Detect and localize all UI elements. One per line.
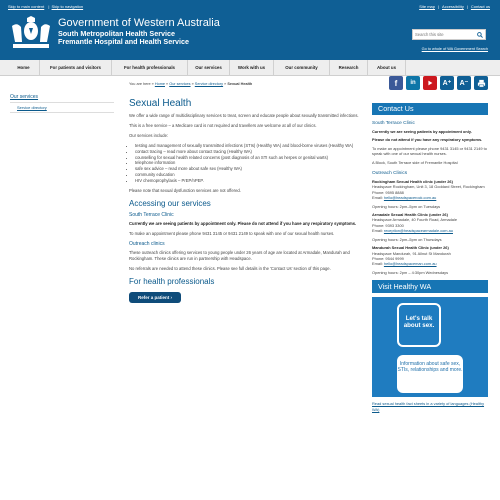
not-offered-note: Please note that sexual dysfunction services are not offered. — [129, 187, 241, 193]
armadale-phone: Phone: 9393 3300 — [372, 222, 404, 228]
skip-links — [8, 4, 85, 9]
site-titles — [58, 18, 220, 46]
armadale-email-label: Email: — [372, 228, 383, 234]
list-item: • counselling for sexual health related concerns (post diagnosis of an STI such as herpes or genital warts) — [135, 155, 364, 161]
search-icon[interactable] — [475, 30, 485, 39]
search-box — [412, 29, 486, 40]
outreach-note: No referrals are needed to attend these clinics. Please see full details in the 'Contact Us' section of this page. — [129, 265, 331, 271]
accessibility-link[interactable]: Accessibility — [442, 4, 464, 9]
breadcrumb-sep: » — [166, 82, 169, 86]
fact-sheets-link[interactable]: Read sexual health fact sheets in a variety of languages (Healthy WA) — [372, 401, 485, 412]
chevron-right-icon: › — [170, 294, 173, 300]
contact-sidebar — [372, 103, 488, 415]
breadcrumb-sep: » — [224, 82, 227, 86]
breadcrumb-sep: » — [191, 82, 194, 86]
accessing-heading: Accessing our services — [129, 198, 211, 208]
outreach-text: These outreach clinics offering services to young people under 26 years of age are located at Armadale, Mandurah and Rockingham. These clinics are run in partnership with Headspace. — [129, 249, 350, 261]
nav-our-community[interactable]: Our community — [274, 60, 330, 76]
south-terrace-contact-heading: South Terrace Clinic — [372, 121, 415, 126]
utility-separator: | — [466, 4, 468, 9]
mandurah-phone: Phone: 9544 9999 — [372, 255, 404, 261]
hospital-title: Fremantle Hospital and Health Service — [58, 37, 190, 46]
rockingham-phone: Phone: 9595 8888 — [372, 189, 404, 195]
wa-gov-search-link[interactable]: Go to whole of WA Government Search — [421, 47, 488, 51]
armadale-hours: Opening hours: 2pm–5pm on Thursdays — [372, 236, 442, 242]
site-map-link[interactable]: Site map — [419, 4, 435, 9]
mandurah-clinic — [372, 245, 488, 267]
appointment-phone: To make an appointment please phone 9431 3145 or 9431 2149 to speak with one of our sexual health nurses. — [129, 230, 335, 236]
mandurah-name: Mandurah Sexual Health Clinic (under 26) — [372, 245, 449, 251]
breadcrumb-prefix: You are here » — [129, 82, 154, 86]
free-service-paragraph: This is a free service – a Medicare card is not required and travellers are welcome at all of our clinics. — [129, 123, 317, 128]
healthy-wa-banner[interactable] — [372, 297, 488, 397]
sidebar-item-service-directory[interactable] — [10, 102, 114, 113]
skip-separator: | — [48, 4, 50, 9]
search-input[interactable] — [413, 30, 475, 39]
list-item: • telephone information — [135, 160, 364, 166]
ad-subtext: Information about safe sex, STIs, relationships and more. — [397, 355, 463, 393]
print-icon[interactable] — [474, 76, 488, 90]
contact-us-heading: Contact Us — [372, 103, 488, 115]
services-intro: Our services include: — [129, 133, 169, 138]
nav-patients-visitors[interactable]: For patients and visitors — [40, 60, 112, 76]
gov-title: Government of Western Australia — [58, 17, 220, 29]
increase-text-icon[interactable]: A⁺ — [440, 76, 454, 90]
linkedin-icon[interactable]: in — [406, 76, 420, 90]
mandurah-address: Headspace Mandurah, 91 Allnut St Mandurah — [372, 250, 451, 256]
utility-links — [419, 4, 490, 9]
rockingham-hours: Opening hours: 2pm–5pm on Tuesdays — [372, 203, 441, 209]
mandurah-email[interactable]: hello@headspaceman.com.au — [383, 261, 437, 267]
main-content — [129, 98, 364, 303]
health-service-title: South Metropolitan Health Service — [58, 29, 176, 38]
list-item[interactable]: • contact tracing – read more about contact tracing (Healthy WA) — [135, 149, 364, 155]
nav-home[interactable]: Home — [8, 60, 40, 76]
mandurah-email-label: Email: — [372, 261, 383, 267]
site-header — [0, 0, 500, 60]
professionals-heading: For health professionals — [129, 276, 215, 286]
nav-about-us[interactable]: About us — [368, 60, 406, 76]
breadcrumb-home[interactable]: Home — [154, 82, 165, 86]
rockingham-address: Headspace Rockingham, Unit 3, 18 Goddard Street, Rockingham — [372, 184, 485, 190]
list-item: • HIV chemoprophylaxis – PrEP/nPEP. — [135, 178, 364, 184]
nav-research[interactable]: Research — [330, 60, 368, 76]
sidebar-item-label: Service directory — [17, 105, 47, 110]
armadale-email[interactable]: reception@headspacearmadale.com.au — [383, 228, 453, 234]
page-title: Sexual Health — [129, 98, 192, 109]
utility-separator: | — [437, 4, 440, 9]
refer-button-label: Refer a patient — [138, 294, 170, 300]
rockingham-clinic — [372, 179, 488, 201]
facebook-icon[interactable]: f — [389, 76, 403, 90]
south-terrace-heading: South Terrace Clinic — [129, 211, 174, 218]
breadcrumb — [129, 82, 252, 86]
list-item: • community education — [135, 172, 364, 178]
appointment-note: Currently we are seeing patients by appointment only. Please do not attend if you have any respiratory symptoms. — [129, 220, 357, 226]
armadale-clinic — [372, 212, 488, 234]
nav-health-professionals[interactable]: For health professionals — [112, 60, 188, 76]
refer-patient-button[interactable] — [129, 292, 181, 303]
armadale-address: Headspace Armadale, 40 Fourth Road, Armadale — [372, 217, 457, 223]
breadcrumb-current: Sexual Health — [227, 82, 253, 86]
list-item[interactable]: • safe sex advice – read more about safe sex (Healthy WA) — [135, 166, 364, 172]
appt-only-note: Currently we are seeing patients by appointment only. — [372, 129, 472, 134]
intro-paragraph: We offer a wide range of multidisciplinary services to treat, screen and educate people about sexually transmitted infections. — [129, 113, 359, 118]
rockingham-email-label: Email: — [372, 195, 383, 201]
nav-work-with-us[interactable]: Work with us — [230, 60, 274, 76]
no-attend-note: Please do not attend if you have any respiratory symptoms. — [372, 137, 483, 143]
rockingham-email[interactable]: hello@headspacerock.com.au — [383, 195, 437, 201]
visit-healthy-wa-heading: Visit Healthy WA — [372, 280, 488, 293]
armadale-name: Armadale Sexual Health Clinic (under 26) — [372, 212, 448, 218]
social-icons — [389, 76, 488, 90]
breadcrumb-service-directory[interactable]: Service directory — [194, 82, 224, 86]
wa-crest-logo[interactable] — [9, 16, 53, 50]
youtube-icon[interactable] — [423, 76, 437, 90]
services-list — [135, 143, 364, 184]
decrease-text-icon[interactable]: A⁻ — [457, 76, 471, 90]
skip-nav-link[interactable]: Skip to navigation — [51, 4, 84, 9]
contact-phone-text: To make an appointment please phone 9431 3145 or 9431 2149 to speak with one of our sexual health nurses. — [372, 145, 487, 157]
sidebar-title[interactable]: Our services — [10, 94, 39, 100]
main-nav — [0, 60, 500, 76]
nav-our-services[interactable]: Our services — [188, 60, 230, 76]
skip-main-link[interactable]: Skip to main content — [8, 4, 45, 9]
contact-address: A Block, South Terrace side of Fremantle Hospital — [372, 159, 458, 165]
rockingham-name: Rockingham Sexual Health clinic (under 26) — [372, 179, 453, 185]
list-item[interactable]: • testing and management of sexually transmitted infections (STIs) (Healthy WA) and blood-borne viruses (Healthy WA) — [135, 143, 364, 149]
ad-headline: Let's talk about sex. — [397, 303, 441, 347]
breadcrumb-our-services[interactable]: Our services — [169, 82, 191, 86]
mandurah-hours: Opening hours: 2pm – 4:30pm Wednesdays — [372, 269, 449, 275]
outreach-heading: Outreach clinics — [129, 240, 165, 247]
outreach-contact-heading: Outreach Clinics — [372, 171, 408, 177]
contact-us-link[interactable]: Contact us — [470, 4, 490, 9]
